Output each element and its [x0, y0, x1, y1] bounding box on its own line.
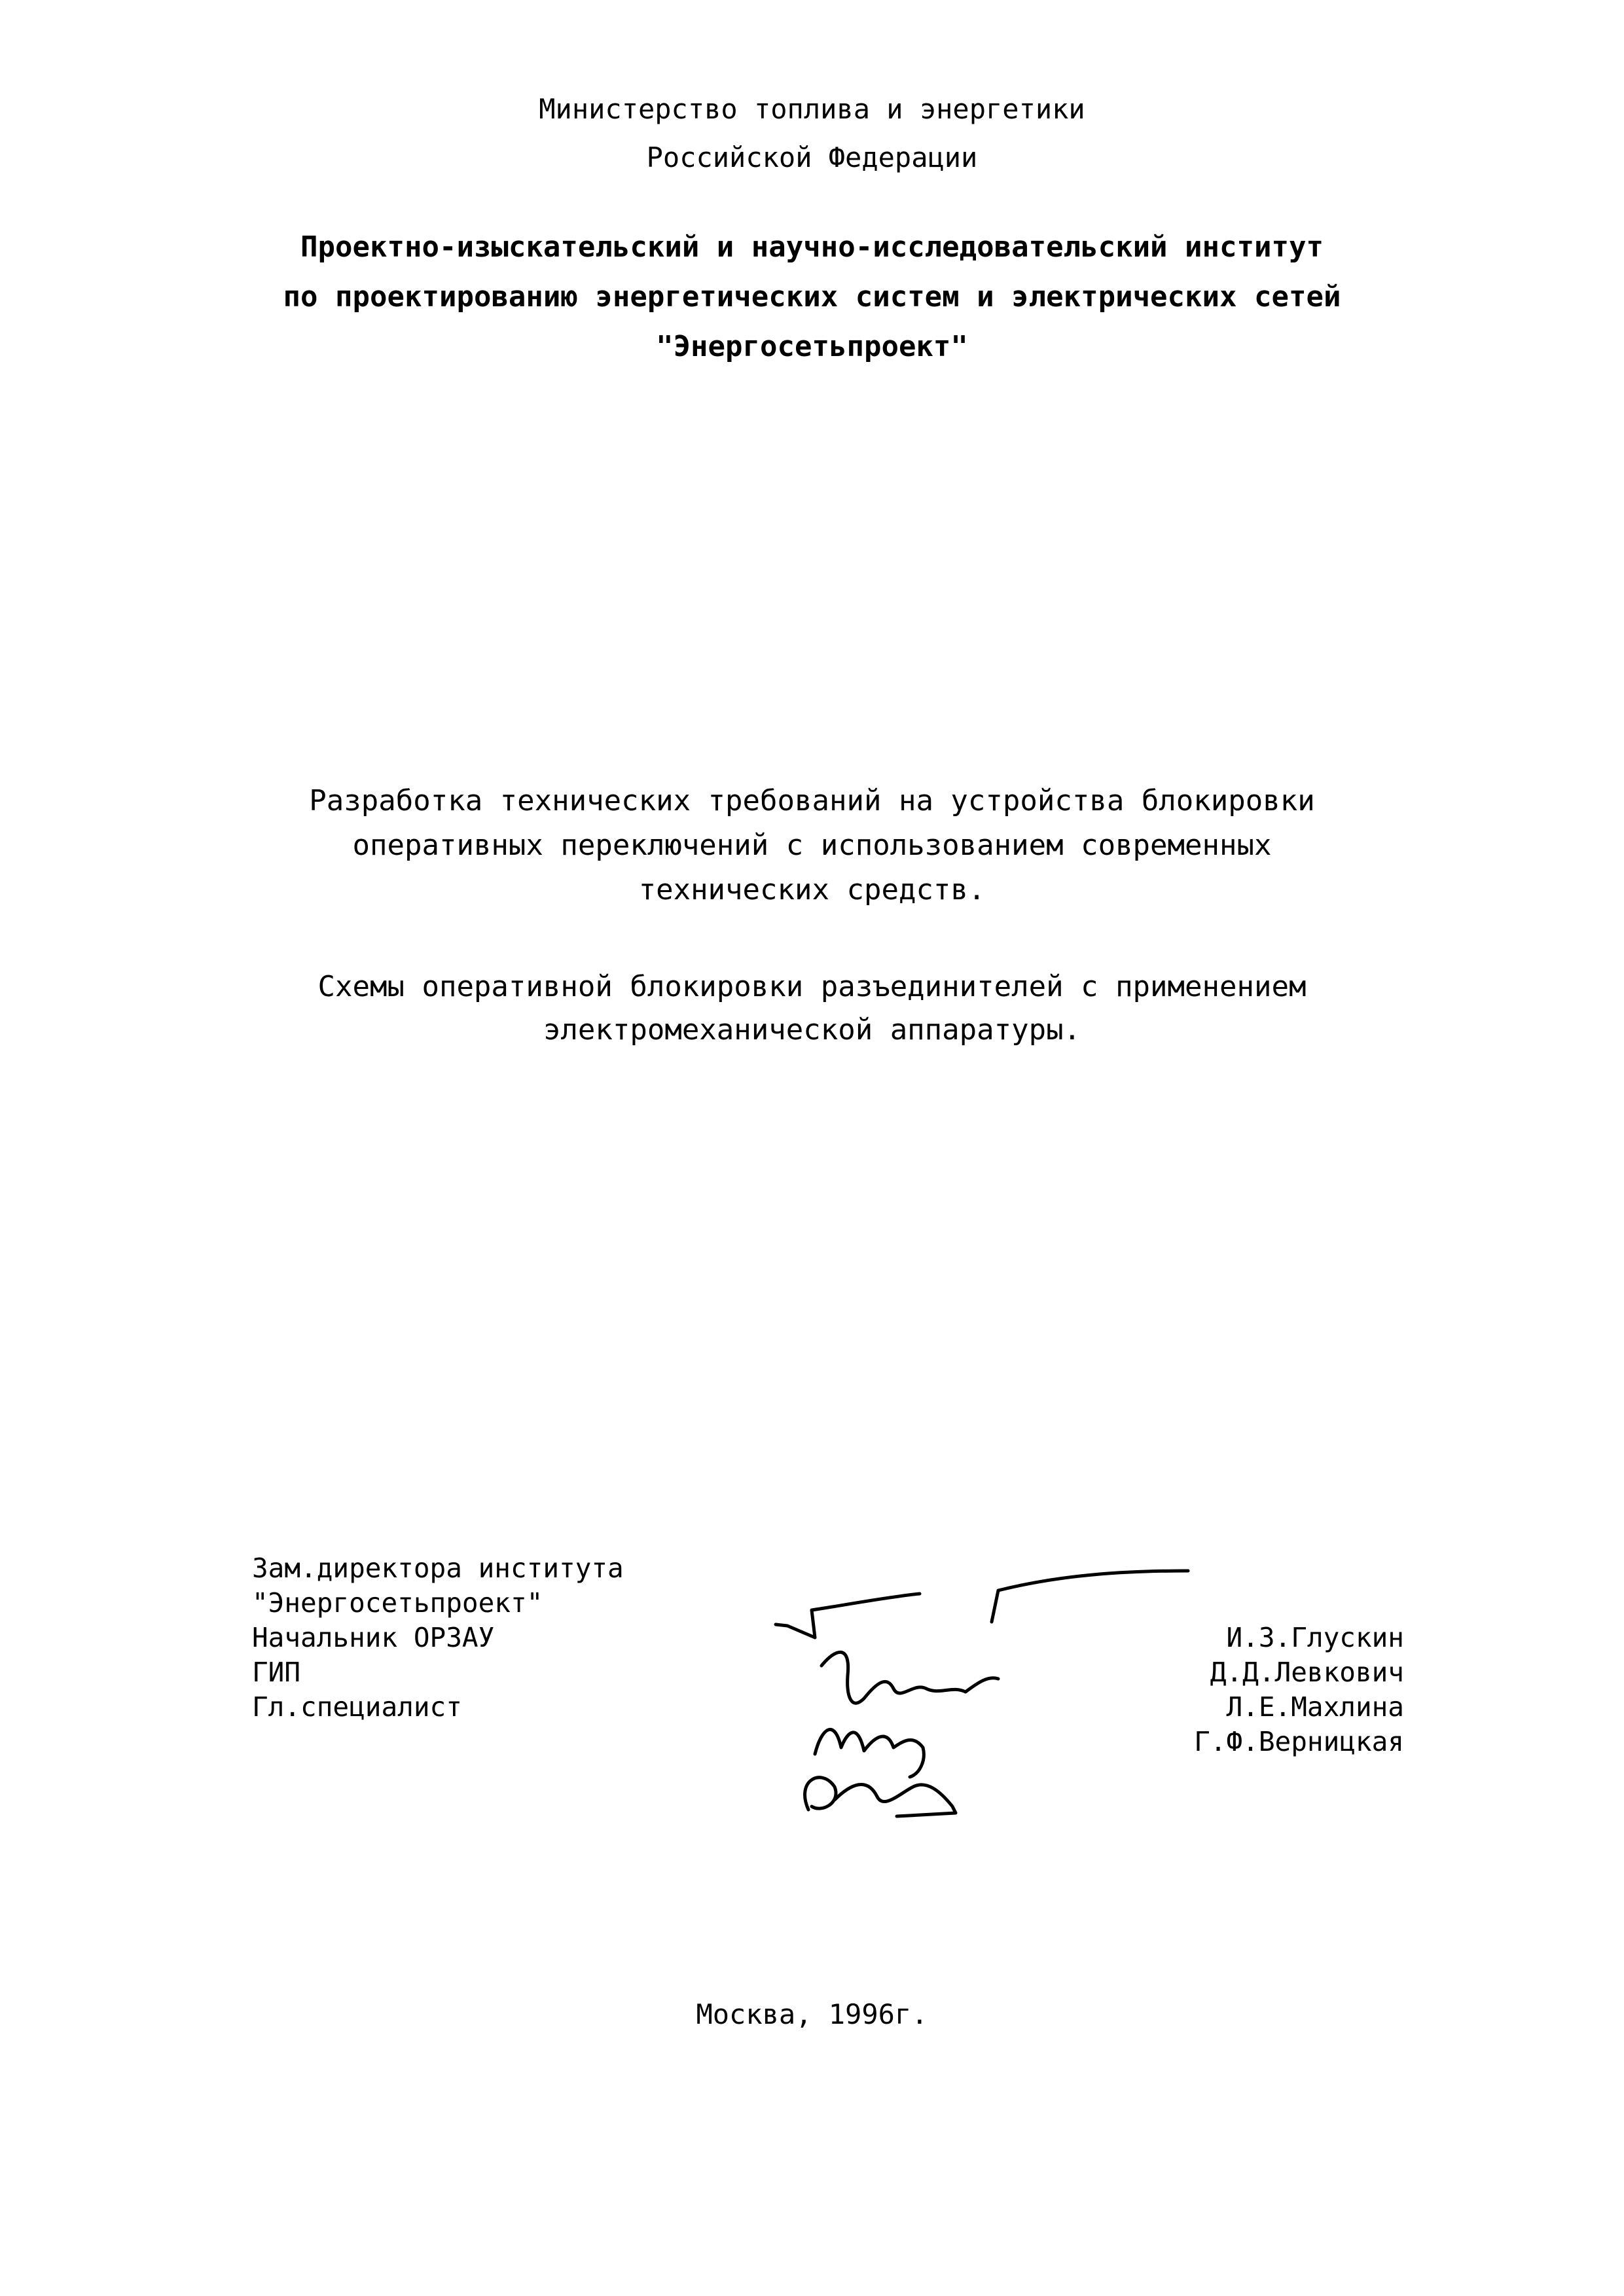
name-makhlina: Л.Е.Махлина: [1226, 1691, 1404, 1723]
ministry-country: Российской Федерации: [646, 141, 978, 173]
handwritten-signatures: [736, 1551, 1208, 1826]
place-year-text: Москва, 1996г.: [696, 1998, 928, 2030]
name-levkovich: Д.Д.Левкович: [1210, 1657, 1404, 1688]
signature-glukin: [776, 1571, 1188, 1638]
title-line-1: Разработка технических требований на устройства блокировки: [309, 784, 1315, 817]
ministry-header: [0, 85, 1624, 182]
title-line-2: оперативных переключений с использованием современных: [352, 829, 1272, 862]
position-institute-name: "Энергосетьпроект": [252, 1587, 543, 1619]
institute-header: [0, 223, 1624, 372]
position-list: [252, 1551, 624, 1725]
position-department-head: Начальник ОРЗАУ: [252, 1622, 495, 1653]
subtitle-line-1: Схемы оперативной блокировки разъединителей с применением: [317, 970, 1307, 1003]
position-chief-engineer: ГИП: [252, 1657, 301, 1688]
name-vernitskaya: Г.Ф.Верницкая: [1194, 1726, 1404, 1757]
document-subtitle: [0, 965, 1624, 1052]
place-and-year: [0, 1993, 1624, 2036]
signature-makhlina: [815, 1729, 924, 1777]
document-title: [0, 779, 1624, 912]
institute-name-line-1: Проектно-изыскательский и научно-исследовательский институт: [300, 230, 1324, 264]
signature-vernitskaya: [805, 1778, 956, 1816]
institute-name-line-2: по проектированию энергетических систем и электрических сетей: [283, 280, 1341, 314]
subtitle-line-2: электромеханической аппаратуры.: [543, 1013, 1081, 1047]
ministry-name: Министерство топлива и энергетики: [539, 93, 1085, 125]
title-line-3: технических средств.: [638, 873, 986, 906]
name-list: [1194, 1621, 1404, 1759]
institute-short-name: "Энергосетьпроект": [656, 330, 968, 363]
position-deputy-director: Зам.директора института: [252, 1552, 624, 1584]
signature-levkovich: [821, 1652, 998, 1703]
position-chief-specialist: Гл.специалист: [252, 1691, 462, 1723]
name-glukin: И.З.Глускин: [1226, 1622, 1404, 1653]
signature-block: [252, 1551, 1404, 1826]
